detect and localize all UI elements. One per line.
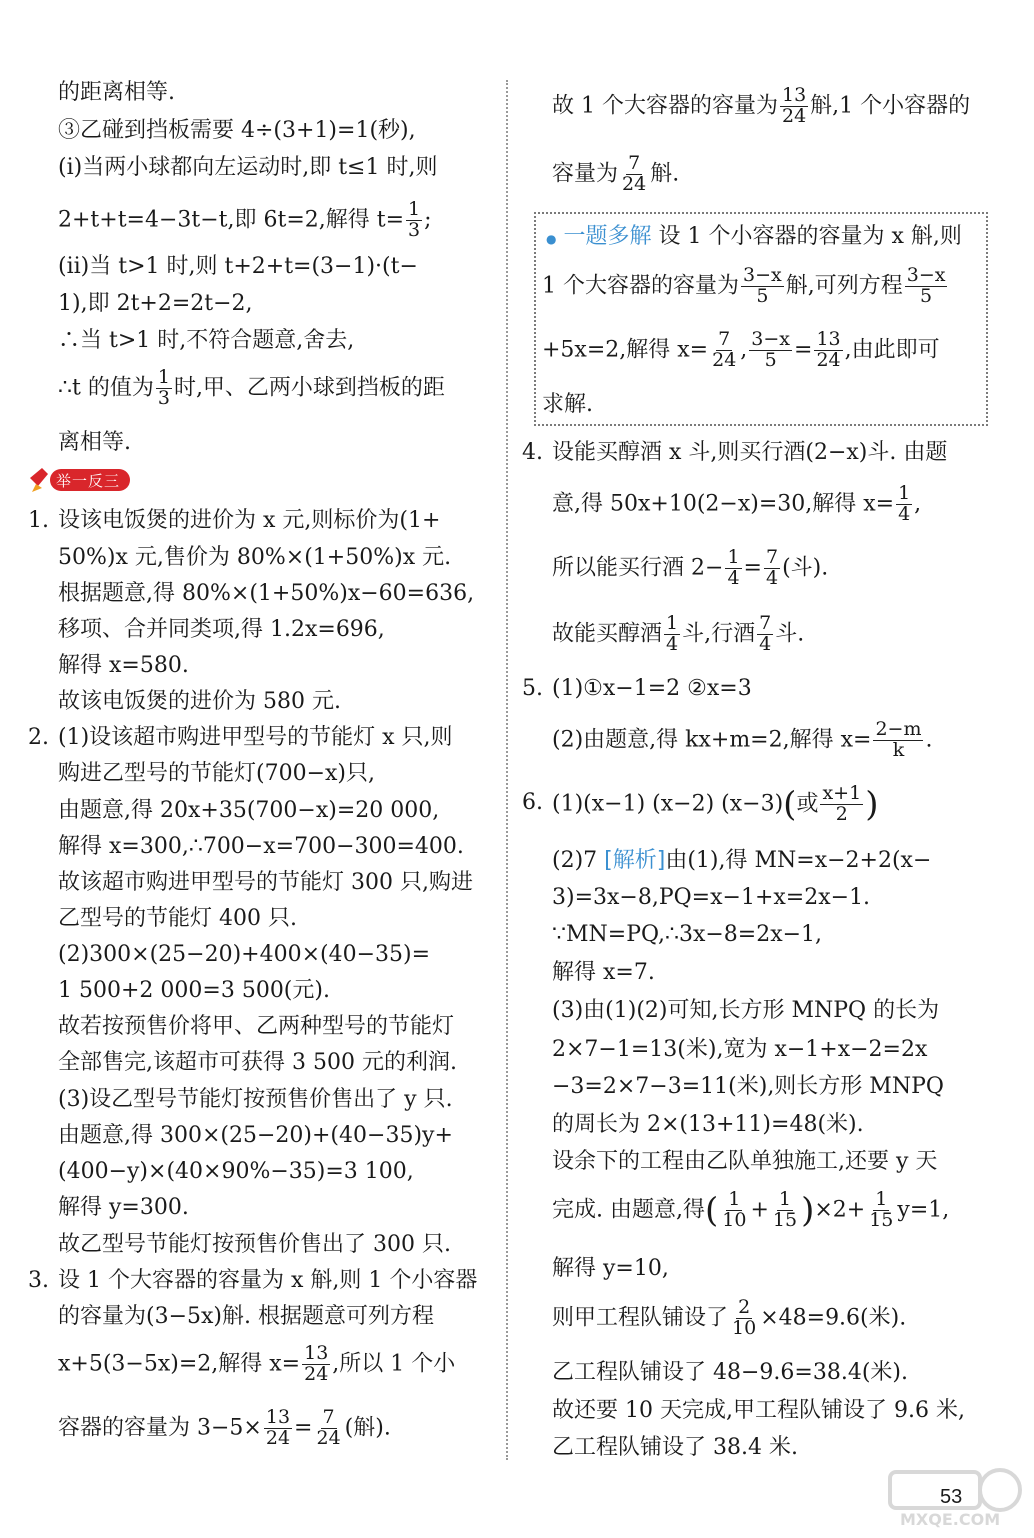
fraction: $\frac{1}{4}$	[898, 482, 911, 525]
fraction: $\frac{7}{24}$	[712, 328, 737, 371]
fraction: $\frac{3-x}{5}$	[751, 328, 791, 371]
fraction: $\frac{2}{10}$	[732, 1296, 757, 1339]
fraction: $\frac{7}{24}$	[316, 1406, 341, 1449]
text-line: (ⅱ)当 t>1 时,则 t+2+t=(3−1)·(t−	[58, 254, 418, 279]
watermark-text: MXQE.COM	[900, 1510, 1001, 1529]
text-line: 2+t+t=4−3t−t,即 6t=2,解得 t= $\frac{1}{3}$ ;	[58, 198, 432, 241]
text-line: 解得 y=300.	[58, 1195, 189, 1220]
text-line: 根据题意,得 80%×(1+50%)x−60=636,	[58, 581, 475, 606]
text-line: 的距离相等.	[58, 80, 175, 105]
section-label: 举一反三	[56, 472, 121, 490]
text-line: 故若按预售价将甲、乙两种型号的节能灯	[58, 1014, 455, 1039]
text-line: ∵MN=PQ,∴3x−8=2x−1,	[552, 922, 823, 947]
text-line: (3)设乙型号节能灯按预售价售出了 y 只.	[58, 1087, 453, 1112]
analysis-tag: [解析]	[604, 848, 666, 873]
text-line: 容器的容量为 3−5× $\frac{13}{24}$ = $\frac{7}{24}$ (斛).	[58, 1406, 391, 1449]
text-line: (1)①x−1=2 ②x=3	[552, 676, 752, 701]
question-number: 2.	[28, 725, 49, 750]
fraction: $\frac{7}{24}$	[622, 152, 647, 195]
question-number: 3.	[28, 1268, 49, 1293]
text-line: 移项、合并同类项,得 1.2x=696,	[58, 617, 385, 642]
text-line: (1)(x−1) (x−2) (x−3)(或 $\frac{x+1}{2}$ )	[552, 782, 879, 825]
fraction: $\frac{7}{4}$	[765, 546, 779, 589]
fraction: $\frac{3-x}{5}$	[743, 264, 782, 307]
question-number: 4.	[522, 440, 543, 465]
fraction: $\frac{x+1}{2}$	[822, 782, 862, 825]
text-line: 50%)x 元,售价为 80%×(1+50%)x 元.	[58, 545, 452, 570]
fraction: $\frac{1}{4}$	[666, 612, 679, 655]
text-line: 1 500+2 000=3 500(元).	[58, 978, 330, 1003]
text-line: 解得 y=10,	[552, 1256, 669, 1281]
text-line: 的周长为 2×(13+11)=48(米).	[552, 1112, 864, 1137]
text-line: 的容量为(3−5x)斛. 根据题意可列方程	[58, 1304, 434, 1329]
text-line: ∴t 的值为 $\frac{1}{3}$ 时,甲、乙两小球到挡板的距	[58, 366, 445, 409]
text-line: 完成. 由题意,得( $\frac{1}{10}$ + $\frac{1}{15}$ )×2+ $\frac{1}{15}$ y=1,	[552, 1188, 950, 1231]
fraction: $\frac{1}{3}$	[157, 366, 170, 409]
text-line: 1),即 2t+2=2t−2,	[58, 291, 253, 316]
fraction: $\frac{3-x}{5}$	[906, 264, 946, 307]
text-line: 由题意,得 300×(25−20)+(40−35)y+	[58, 1123, 453, 1148]
fraction: $\frac{1}{15}$	[772, 1188, 798, 1231]
text-line: 解得 x=580.	[58, 653, 189, 678]
text-line: 故能买醇酒 $\frac{1}{4}$ 斗,行酒 $\frac{7}{4}$ 斗.	[552, 612, 805, 655]
text-line: 故乙型号节能灯按预售价售出了 300 只.	[58, 1232, 451, 1257]
text-line: (2)由题意,得 kx+m=2,解得 x= $\frac{2-m}{k}$ .	[552, 718, 933, 761]
text-line: 2×7−1=13(米),宽为 x−1+x−2=2x	[552, 1037, 928, 1062]
text-line: 故该超市购进甲型号的节能灯 300 只,购进	[58, 870, 473, 895]
text-line: 乙工程队铺设了 48−9.6=38.4(米).	[552, 1360, 908, 1385]
text-line: x+5(3−5x)=2,解得 x= $\frac{13}{24}$ ,所以 1 个小	[58, 1342, 456, 1385]
fraction: $\frac{13}{24}$	[816, 328, 841, 371]
tip-tag: 一题多解	[563, 224, 652, 249]
question-number: 1.	[28, 508, 49, 533]
text-line: (1)设该超市购进甲型号的节能灯 x 只,则	[58, 725, 453, 750]
text-line: 则甲工程队铺设了 $\frac{2}{10}$ ×48=9.6(米).	[552, 1296, 907, 1339]
question-number: 6.	[522, 790, 543, 815]
text-line: 所以能买行酒 2− $\frac{1}{4}$ = $\frac{7}{4}$ (斗).	[552, 546, 829, 589]
bullet-icon: ●	[546, 232, 557, 246]
text-line: 离相等.	[58, 430, 131, 455]
text-line: 故 1 个大容器的容量为 $\frac{13}{24}$ 斛,1 个小容器的	[552, 84, 971, 127]
text-line: 故还要 10 天完成,甲工程队铺设了 9.6 米,	[552, 1398, 965, 1423]
page-number: 53	[940, 1486, 963, 1508]
text-line: ∴当 t>1 时,不符合题意,舍去,	[58, 328, 355, 353]
text-line: 1 个大容器的容量为 $\frac{3-x}{5}$ 斛,可列方程 $\frac{3-x}{5}$	[542, 264, 946, 307]
fraction: $\frac{1}{10}$	[722, 1188, 747, 1231]
text-line: 设 1 个大容器的容量为 x 斛,则 1 个小容器	[58, 1268, 478, 1293]
text-line: +5x=2,解得 x= $\frac{7}{24}$ , $\frac{3-x}{5}$ = $\frac{13}{24}$ ,由此即可	[542, 328, 940, 371]
text-line: 设余下的工程由乙队单独施工,还要 y 天	[552, 1149, 938, 1174]
text-line: (2)7 [解析]由(1),得 MN=x−2+2(x−	[552, 848, 932, 873]
text-line: 乙工程队铺设了 38.4 米.	[552, 1435, 798, 1460]
text-line: 3)=3x−8,PQ=x−1+x=2x−1.	[552, 885, 871, 910]
text-line: 由题意,得 20x+35(700−x)=20 000,	[58, 798, 440, 823]
text-line: 求解.	[542, 392, 593, 417]
fraction: $\frac{13}{24}$	[304, 1342, 329, 1385]
text-line: (400−y)×(40×90%−35)=3 100,	[58, 1159, 414, 1184]
text-line: (ⅰ)当两小球都向左运动时,即 t≤1 时,则	[58, 155, 438, 180]
fraction: $\frac{7}{4}$	[759, 612, 772, 655]
fraction: $\frac{13}{24}$	[781, 84, 807, 127]
text-line: 全部售完,该超市可获得 3 500 元的利润.	[58, 1050, 457, 1075]
fraction: $\frac{13}{24}$	[265, 1406, 291, 1449]
text-line: (2)300×(25−20)+400×(40−35)=	[58, 942, 431, 967]
text-line: 乙型号的节能灯 400 只.	[58, 906, 297, 931]
text-line: (3)由(1)(2)可知,长方形 MNPQ 的长为	[552, 998, 940, 1023]
text-line: 解得 x=300,∴700−x=700−300=400.	[58, 834, 464, 859]
column-divider	[506, 80, 508, 1460]
text-line: ● 一题多解 设 1 个小容器的容量为 x 斛,则	[546, 224, 962, 249]
text-line: −3=2×7−3=11(米),则长方形 MNPQ	[552, 1074, 944, 1099]
section-label-icon	[28, 464, 132, 494]
question-number: 5.	[522, 676, 543, 701]
fraction: $\frac{2-m}{k}$	[875, 718, 922, 761]
fraction: $\frac{1}{15}$	[869, 1188, 894, 1231]
fraction: $\frac{1}{4}$	[727, 546, 740, 589]
text-line: 解得 x=7.	[552, 960, 655, 985]
text-line: 故该电饭煲的进价为 580 元.	[58, 689, 341, 714]
text-line: 设能买醇酒 x 斗,则买行酒(2−x)斗. 由题	[552, 440, 948, 465]
text-line: 购进乙型号的节能灯(700−x)只,	[58, 761, 375, 786]
text-line: 容量为 $\frac{7}{24}$ 斛.	[552, 152, 680, 195]
text-line: ③乙碰到挡板需要 4÷(3+1)=1(秒),	[58, 118, 416, 143]
alternative-solution-box	[534, 212, 988, 426]
text-line: 意,得 50x+10(2−x)=30,解得 x= $\frac{1}{4}$ ,	[552, 482, 922, 525]
fraction: $\frac{1}{3}$	[408, 198, 421, 241]
text-line: 设该电饭煲的进价为 x 元,则标价为(1+	[58, 508, 441, 533]
